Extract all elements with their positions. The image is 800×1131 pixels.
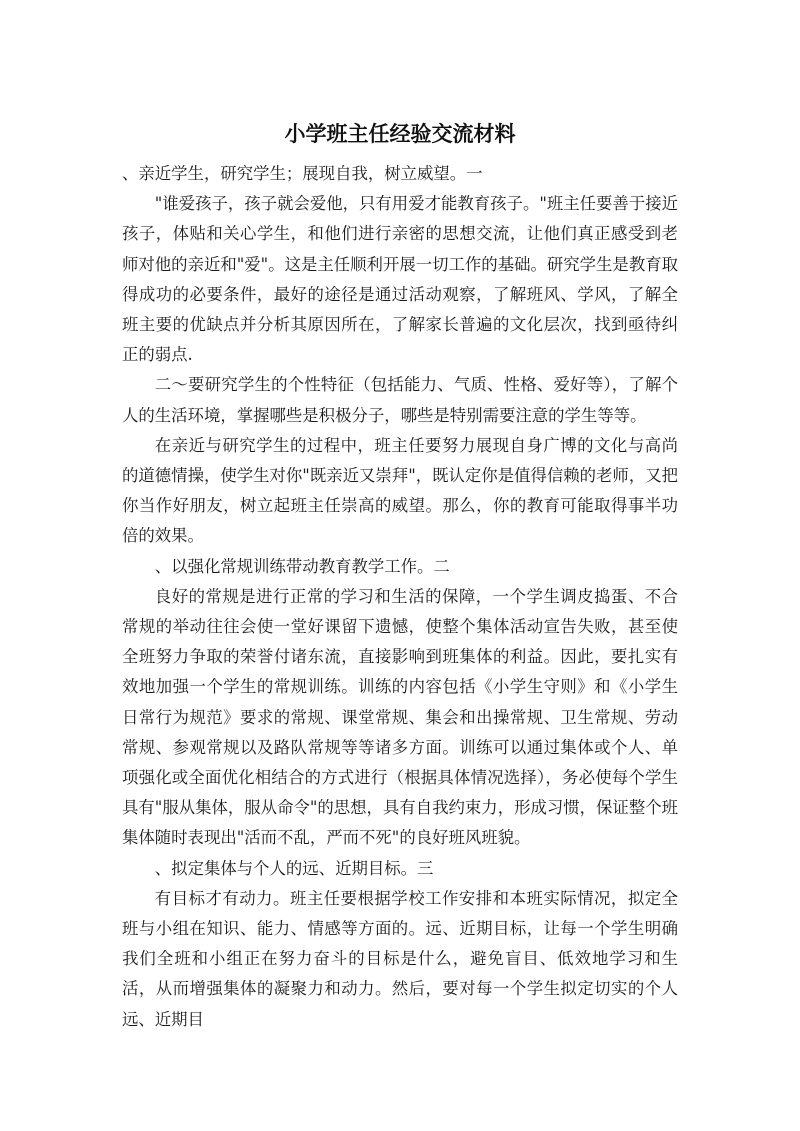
section-heading-2: 、以强化常规训练带动教育教学工作。二 <box>154 556 450 576</box>
section-heading-3: 、拟定集体与个人的远、近期目标。三 <box>154 858 434 878</box>
document-body <box>122 159 678 1035</box>
paragraph: "谁爱孩子，孩子就会爱他，只有用爱才能教育孩子。"班主任要善于接近孩子，体贴和关心学生，和他们进行亲密的思想交流，让他们真正感受到老师对他的亲近和"爱"。这是主任顺利开展一切工作的基础。研究学生是教育取得成功的必要条件，最好的途径是通过活动观察，了解班风、学风，了解全班主要的优缺点并分析其原因所在，了解家长普遍的文化层次，找到亟待纠正的弱点. <box>122 194 678 365</box>
document-title: 小学班主任经验交流材料 <box>284 122 516 146</box>
section-heading-1: 、亲近学生，研究学生；展现自我，树立威望。一 <box>122 164 483 183</box>
paragraph: 有目标才有动力。班主任要根据学校工作安排和本班实际情况，拟定全班与小组在知识、能力、情感等方面的。远、近期目标，让每一个学生明确我们全班和小组正在努力奋斗的目标是什么，避免盲目、低效地学习和生活，从而增强集体的凝聚力和动力。然后，要对每一个学生拟定切实的个人远、近期目 <box>122 888 678 1029</box>
paragraph: 二～要研究学生的个性特征（包括能力、气质、性格、爱好等），了解个人的生活环境，掌握哪些是积极分子，哪些是特别需要注意的学生等等。 <box>122 375 678 425</box>
paragraph: 良好的常规是进行正常的学习和生活的保障，一个学生调皮捣蛋、不合常规的举动往往会使一堂好课留下遗憾，使整个集体活动宣告失败，甚至使全班努力争取的荣誉付诸东流，直接影响到班集体的利益。因此，要扎实有效地加强一个学生的常规训练。训练的内容包括《小学生守则》和《小学生日常行为规范》要求的常规、课堂常规、集会和出操常规、卫生常规、劳动常规、参观常规以及路队常规等等诸多方面。训练可以通过集体或个人、单项强化或全面优化相结合的方式进行（根据具体情况选择），务必使每个学生具有"服从集体，服从命令"的思想，具有自我约束力，形成习惯，保证整个班集体随时表现出"活而不乱，严而不死"的良好班风班貌。 <box>122 586 678 848</box>
paragraph: 在亲近与研究学生的过程中，班主任要努力展现自身广博的文化与高尚的道德情操，使学生对你"既亲近又崇拜"，既认定你是值得信赖的老师，又把你当作好朋友，树立起班主任崇高的威望。那么，你的教育可能取得事半功倍的效果。 <box>122 435 678 546</box>
